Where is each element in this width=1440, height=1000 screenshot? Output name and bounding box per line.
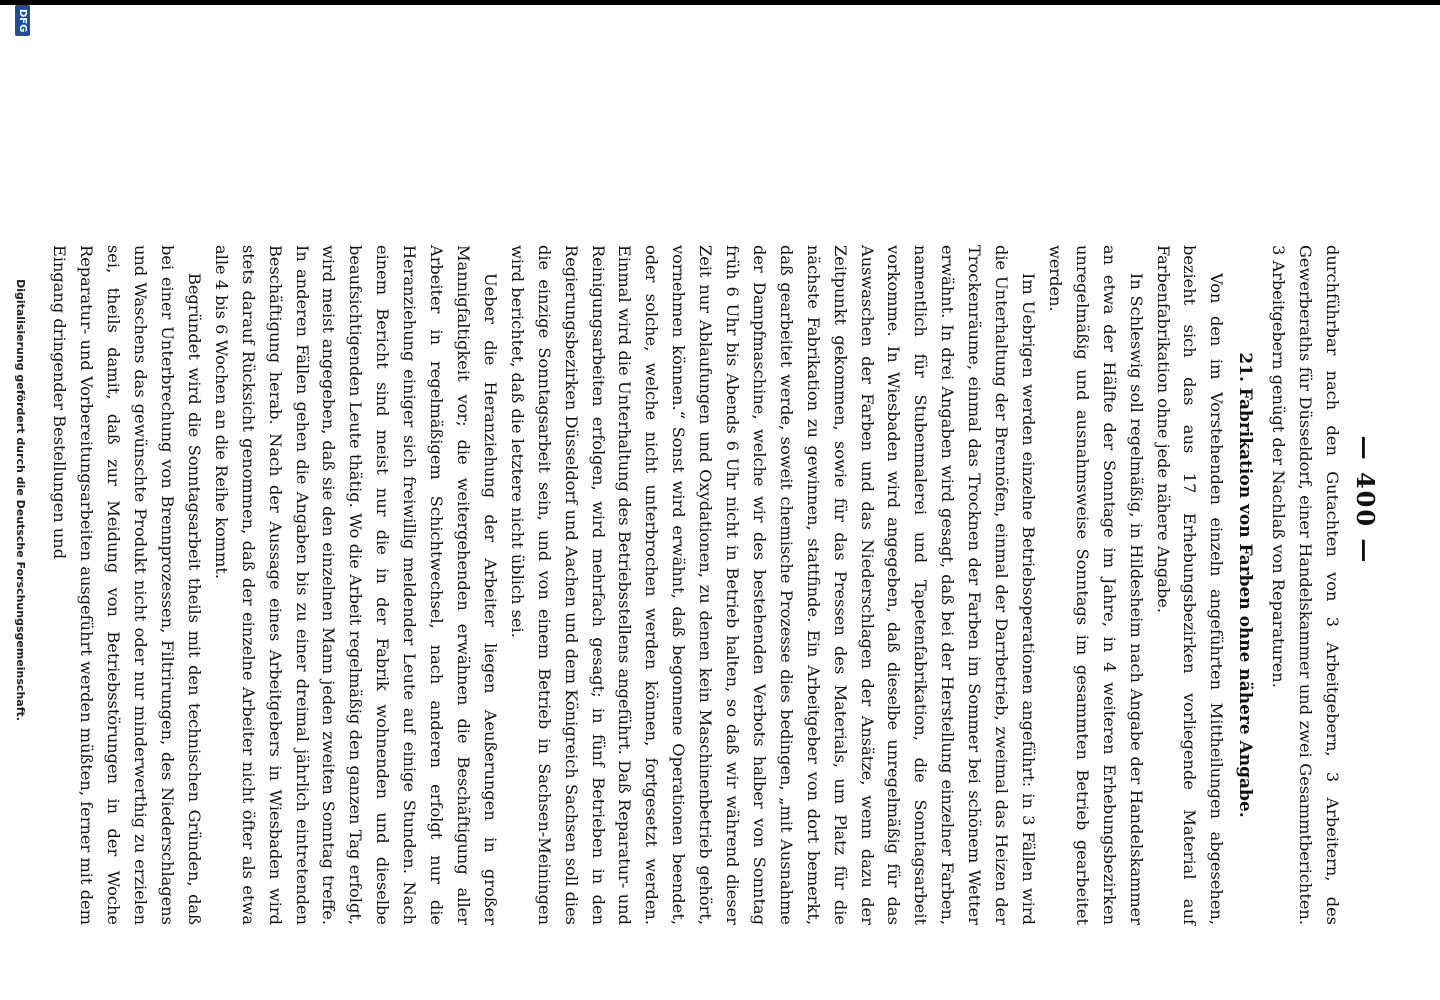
dfg-logo: DFG	[15, 5, 30, 36]
digitization-note: Digitalisierung gefördert durch die Deutsche Forschungsgemeinschaft.	[14, 279, 27, 721]
section-heading: 21. Fabrikation von Farben ohne nähere Angabe.	[1235, 352, 1256, 818]
paragraph: Im Uebrigen werden einzelne Betriebsoperationen angeführt: in 3 Fällen wird die Unterhaltung der Brennöfen, einmal der Darrbetrieb, zweimal das Heizen der Trockenräume, einmal das Trocknen der Farben im Sommer bei schönem Wetter erwähnt. In drei Angaben wird gesagt, daß bei der Herstellung einzelner Farben, namentlich für Stubenmalerei und Tapetenfabrikation, die Sonntagsarbeit vorkomme. In Wiesbaden wird angegeben, daß dieselbe unregelmäßig für das Auswaschen der Farben und das Niederschlagen der Ansätze, wenn dazu der Zeitpunkt gekommen, sowie für das Pressen des Materials, um Platz für die nächste Fabrikation zu gewinnen, stattfinde. Ein Arbeitgeber von dort bemerkt, daß gearbeitet werde, soweit chemische Prozesse dies bedingen, „mit Ausnahme der Dampfmaschine, welche wir des bestehenden Verbots halber von Sonntag früh 6 Uhr bis Abends 6 Uhr nicht in Betrieb halten, so daß wir während dieser Zeit nur Ablaufungen und Oxydationen, zu denen kein Maschinenbetrieb gehört, vornehmen können.“ Sonst wird erwähnt, daß begonnene Operationen beendet, oder solche, welche nicht unterbrochen werden können, fortgesetzt werden. Einmal wird die Unterhaltung des Betriebsstellens angeführt. Daß Reparatur- und Reinigungsarbeiten erfolgen, wird mehrfach gesagt; in fünf Betrieben in den Regierungsbezirken Düsseldorf und Aachen und dem Königreich Sachsen soll dies die einzige Sonntagsarbeit sein, und von einem Betrieb in Sachsen-Meiningen wird berichtet, daß die letztere nicht üblich sei.	[507, 245, 1039, 925]
paragraph: Ueber die Heranziehung der Arbeiter liegen Aeußerungen in großer Mannigfaltigkeit vor; die weitergehenden erwähnen die Beschäftigung aller Arbeiter in regelmäßigem Schichtwechsel, nach anderen erfolgt nur die Heranziehung einiger sich freiwillig meldender Leute auf einige Stunden. Nach einem Bericht sind meist nur die in der Fabrik wohnenden und dieselbe beaufsichtigenden Leute thätig. Wo die Arbeit regelmäßig den ganzen Tag erfolgt, wird meist angegeben, daß sie den einzelnen Mann jeden zweiten Sonntag treffe. In anderen Fällen gehen die Angaben bis zu einer dreimal jährlich eintretenden Beschäftigung herab. Nach der Aussage eines Arbeitgebers in Wiesbaden wird stets darauf Rücksicht genommen, daß der einzelne Arbeiter nicht öfter als etwa alle 4 bis 6 Wochen an die Reihe kommt.	[211, 245, 500, 925]
paragraph: Von den im Vorstehenden einzeln angeführten Mittheilungen abgesehen, bezieht sich das aus 17 Erhebungsbezirken vorliegende Material auf Farbenfabrikation ohne jede nähere Angabe.	[1153, 245, 1227, 925]
body-text	[46, 245, 1346, 925]
paragraph: In Schleswig soll regelmäßig, in Hildesheim nach Angabe der Handelskammer an etwa der Hälfte der Sonntage im Jahre, in 4 weiteren Erhebungsbezirken unregelmäßig und ausnahmsweise Sonntags im gesammten Betrieb gearbeitet werden.	[1045, 245, 1146, 925]
page-number-header: — 400 —	[1351, 435, 1380, 565]
paragraph-continuation: durchführbar nach den Gutachten von 3 Arbeitgebern, 3 Arbeitern, des Gewerberaths für Düsseldorf, einer Handelskammer und zwei Gesammtberichten. 3 Arbeitgebern genügt der Nachlaß von Reparaturen.	[1269, 245, 1342, 925]
paragraph: Begründet wird die Sonntagsarbeit theils mit den technischen Gründen, daß bei einer Unterbrechung von Brennprozessen, Filtrirungen, des Niederschlagens und Waschens das gewünschte Produkt nicht oder nur minderwerthig zu erzielen sei, theils damit, daß zur Meidung von Betriebsstörungen in der Woche Reparatur- und Vorbereitungsarbeiten ausgeführt werden müßten, ferner mit dem Eingang dringender Bestellungen und	[50, 245, 204, 925]
scan-edge-bottom	[0, 0, 340, 5]
